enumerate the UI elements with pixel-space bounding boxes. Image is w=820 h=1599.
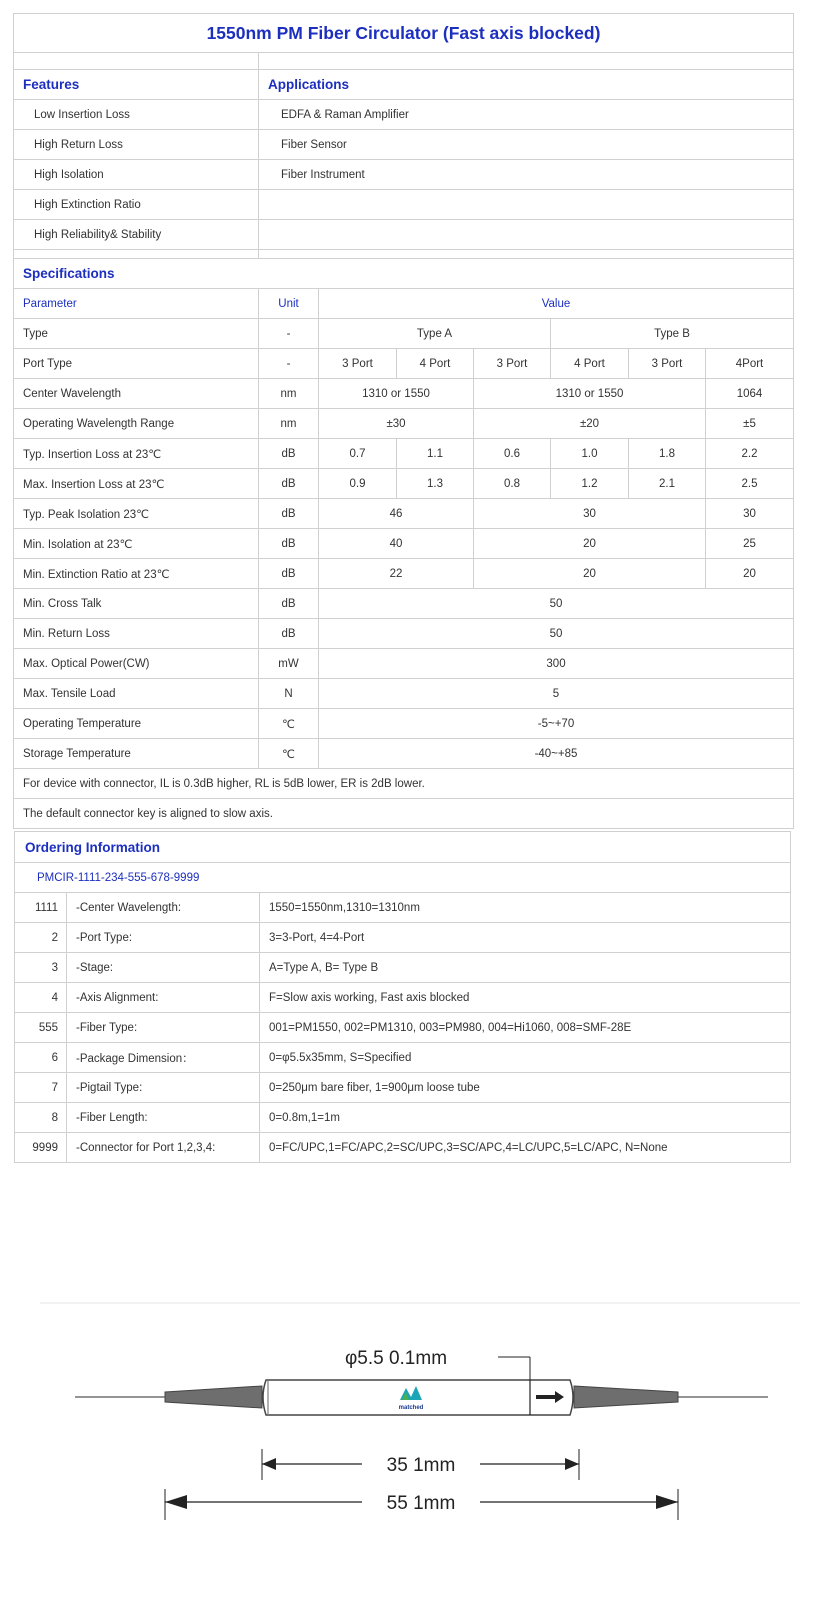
order-desc: 0=0.8m,1=1m [260, 1103, 791, 1133]
unit-cell: dB [259, 619, 319, 649]
value-cell: 20 [474, 529, 706, 559]
order-code: 7 [15, 1073, 67, 1103]
unit-cell: - [259, 319, 319, 349]
max-insertion-row [14, 469, 794, 499]
value-cell: 22 [319, 559, 474, 589]
unit-cell: ℃ [259, 709, 319, 739]
unit-cell: dB [259, 499, 319, 529]
order-row [15, 893, 791, 923]
empty-cell [259, 190, 794, 220]
min-isolation-row [14, 529, 794, 559]
param-label: Min. Return Loss [14, 619, 259, 649]
value-cell: 20 [706, 559, 794, 589]
value-cell: 46 [319, 499, 474, 529]
value-cell: 2.5 [706, 469, 794, 499]
spacer [14, 250, 259, 259]
diameter-label: φ5.5 0.1mm [344, 1348, 448, 1369]
connector-key-note: The default connector key is aligned to slow axis. [14, 799, 794, 829]
port-type-row [14, 349, 794, 379]
order-code: 6 [15, 1043, 67, 1073]
value-cell: 1.2 [551, 469, 629, 499]
order-row [15, 983, 791, 1013]
body-arrow-right-icon [565, 1458, 579, 1470]
application-item: EDFA & Raman Amplifier [259, 100, 794, 130]
unit-cell: nm [259, 379, 319, 409]
order-field: -Fiber Type: [67, 1013, 260, 1043]
unit-cell: dB [259, 589, 319, 619]
order-field: -Connector for Port 1,2,3,4: [67, 1133, 260, 1163]
empty-cell [259, 220, 794, 250]
value-cell: ±20 [474, 409, 706, 439]
value-cell: 30 [474, 499, 706, 529]
value-cell: -5~+70 [319, 709, 794, 739]
param-label: Type [14, 319, 259, 349]
header-parameter: Parameter [14, 289, 259, 319]
value-cell: 3 Port [629, 349, 706, 379]
order-desc: A=Type A, B= Type B [260, 953, 791, 983]
circulator-dimension-drawing [40, 1302, 800, 1592]
unit-cell: N [259, 679, 319, 709]
order-code: 555 [15, 1013, 67, 1043]
order-row [15, 953, 791, 983]
order-code: 2 [15, 923, 67, 953]
feature-item: High Extinction Ratio [14, 190, 259, 220]
param-label: Storage Temperature [14, 739, 259, 769]
order-code: 4 [15, 983, 67, 1013]
order-code: 3 [15, 953, 67, 983]
order-desc: F=Slow axis working, Fast axis blocked [260, 983, 791, 1013]
header-unit: Unit [259, 289, 319, 319]
order-desc: 0=φ5.5x35mm, S=Specified [260, 1043, 791, 1073]
unit-cell: - [259, 349, 319, 379]
spacer [14, 53, 259, 70]
value-cell: ±30 [319, 409, 474, 439]
value-cell: 4Port [706, 349, 794, 379]
param-label: Typ. Insertion Loss at 23℃ [14, 439, 259, 469]
feature-item: Low Insertion Loss [14, 100, 259, 130]
order-desc: 0=FC/UPC,1=FC/APC,2=SC/UPC,3=SC/APC,4=LC/UPC,5=LC/APC, N=None [260, 1133, 791, 1163]
unit-cell: dB [259, 559, 319, 589]
value-cell: 40 [319, 529, 474, 559]
header-value: Value [319, 289, 794, 319]
value-cell: 1310 or 1550 [474, 379, 706, 409]
logo-text: matched [398, 1405, 424, 1411]
total-arrow-left-icon [165, 1495, 187, 1509]
typ-isolation-row [14, 499, 794, 529]
unit-cell: ℃ [259, 739, 319, 769]
part-number: PMCIR-1111-234-555-678-9999 [15, 863, 791, 893]
specifications-heading: Specifications [14, 259, 794, 289]
value-cell: 4 Port [397, 349, 474, 379]
operating-temp-row [14, 709, 794, 739]
param-label: Min. Isolation at 23℃ [14, 529, 259, 559]
param-label: Max. Insertion Loss at 23℃ [14, 469, 259, 499]
value-cell: 4 Port [551, 349, 629, 379]
application-item: Fiber Sensor [259, 130, 794, 160]
ordering-heading: Ordering Information [15, 832, 791, 863]
value-cell: 5 [319, 679, 794, 709]
value-cell: 1.3 [397, 469, 474, 499]
value-cell: -40~+85 [319, 739, 794, 769]
order-row [15, 1133, 791, 1163]
type-row [14, 319, 794, 349]
value-cell: 1.8 [629, 439, 706, 469]
spacer [259, 250, 794, 259]
right-boot [574, 1386, 678, 1408]
value-cell: 2.1 [629, 469, 706, 499]
value-cell: 1310 or 1550 [319, 379, 474, 409]
param-label: Max. Optical Power(CW) [14, 649, 259, 679]
value-cell: 50 [319, 589, 794, 619]
order-row [15, 1043, 791, 1073]
type-b-cell: Type B [551, 319, 794, 349]
spacer [259, 53, 794, 70]
value-cell: 25 [706, 529, 794, 559]
value-cell: 0.7 [319, 439, 397, 469]
order-field: -Center Wavelength: [67, 893, 260, 923]
connector-note: For device with connector, IL is 0.3dB higher, RL is 5dB lower, ER is 2dB lower. [14, 769, 794, 799]
value-cell: 1.0 [551, 439, 629, 469]
order-code: 9999 [15, 1133, 67, 1163]
value-cell: 1064 [706, 379, 794, 409]
value-cell: 1.1 [397, 439, 474, 469]
value-cell: ±5 [706, 409, 794, 439]
value-cell: 3 Port [319, 349, 397, 379]
feature-item: High Reliability& Stability [14, 220, 259, 250]
return-loss-row [14, 619, 794, 649]
value-cell: 0.6 [474, 439, 551, 469]
param-label: Max. Tensile Load [14, 679, 259, 709]
order-field: -Pigtail Type: [67, 1073, 260, 1103]
param-label: Port Type [14, 349, 259, 379]
value-cell: 0.8 [474, 469, 551, 499]
application-item: Fiber Instrument [259, 160, 794, 190]
param-label: Min. Extinction Ratio at 23℃ [14, 559, 259, 589]
order-row [15, 1073, 791, 1103]
body-arrow-left-icon [262, 1458, 276, 1470]
value-cell: 30 [706, 499, 794, 529]
unit-cell: mW [259, 649, 319, 679]
ordering-table [14, 831, 791, 1163]
body-length-label: 35 1mm [386, 1455, 456, 1476]
order-field: -Axis Alignment: [67, 983, 260, 1013]
value-cell: 20 [474, 559, 706, 589]
feature-item: High Return Loss [14, 130, 259, 160]
value-cell: 2.2 [706, 439, 794, 469]
value-cell: 0.9 [319, 469, 397, 499]
unit-cell: nm [259, 409, 319, 439]
order-field: -Stage: [67, 953, 260, 983]
storage-temp-row [14, 739, 794, 769]
param-label: Operating Temperature [14, 709, 259, 739]
value-cell: 3 Port [474, 349, 551, 379]
left-boot [165, 1386, 262, 1408]
order-field: -Port Type: [67, 923, 260, 953]
param-label: Center Wavelength [14, 379, 259, 409]
value-cell: 300 [319, 649, 794, 679]
unit-cell: dB [259, 469, 319, 499]
unit-cell: dB [259, 529, 319, 559]
features-heading: Features [14, 70, 259, 100]
operating-range-row [14, 409, 794, 439]
order-desc: 001=PM1550, 002=PM1310, 003=PM980, 004=Hi1060, 008=SMF-28E [260, 1013, 791, 1043]
specification-sheet [13, 13, 794, 829]
param-label: Min. Cross Talk [14, 589, 259, 619]
order-desc: 0=250μm bare fiber, 1=900μm loose tube [260, 1073, 791, 1103]
center-wavelength-row [14, 379, 794, 409]
order-row [15, 1103, 791, 1133]
cross-talk-row [14, 589, 794, 619]
order-field: -Fiber Length: [67, 1103, 260, 1133]
order-row [15, 923, 791, 953]
page-title: 1550nm PM Fiber Circulator (Fast axis blocked) [14, 14, 794, 53]
total-arrow-right-icon [656, 1495, 678, 1509]
tensile-load-row [14, 679, 794, 709]
applications-heading: Applications [259, 70, 794, 100]
feature-item: High Isolation [14, 160, 259, 190]
order-desc: 3=3-Port, 4=4-Port [260, 923, 791, 953]
order-code: 8 [15, 1103, 67, 1133]
typ-insertion-row [14, 439, 794, 469]
value-cell: 50 [319, 619, 794, 649]
total-length-label: 55 1mm [386, 1493, 456, 1514]
min-extinction-row [14, 559, 794, 589]
param-label: Typ. Peak Isolation 23℃ [14, 499, 259, 529]
order-code: 1111 [15, 893, 67, 923]
unit-cell: dB [259, 439, 319, 469]
param-label: Operating Wavelength Range [14, 409, 259, 439]
type-a-cell: Type A [319, 319, 551, 349]
optical-power-row [14, 649, 794, 679]
order-desc: 1550=1550nm,1310=1310nm [260, 893, 791, 923]
order-row [15, 1013, 791, 1043]
order-field: -Package Dimension： [67, 1043, 260, 1073]
